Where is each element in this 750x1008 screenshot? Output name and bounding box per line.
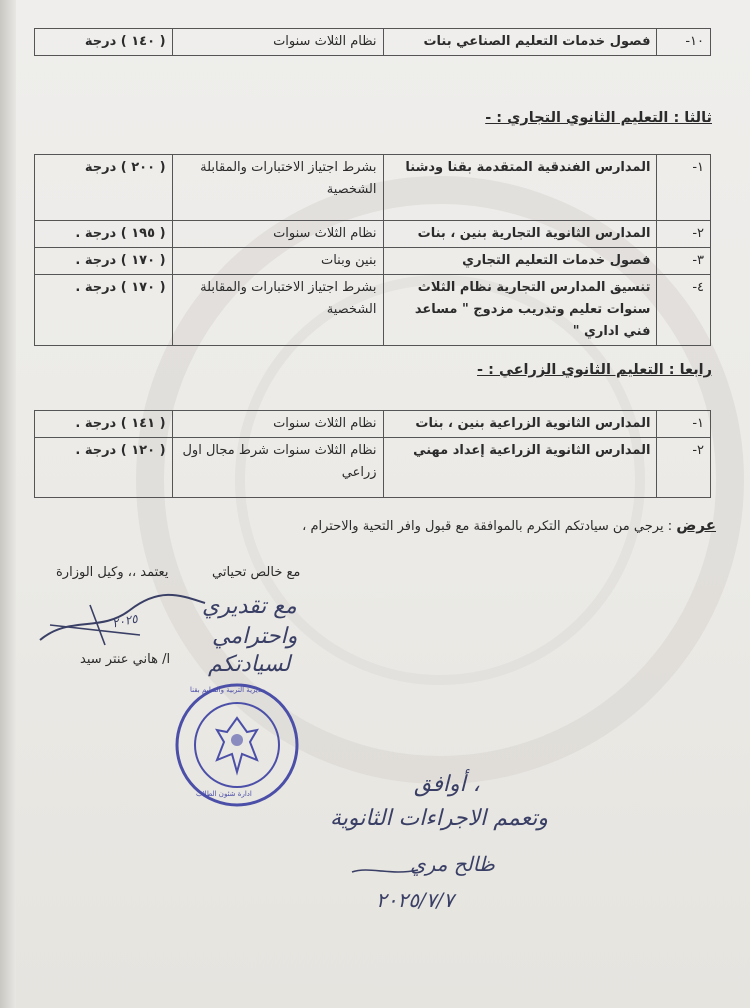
approve-note-2: وتعمم الاجراءات الثانوية (330, 806, 548, 831)
table-row (35, 155, 711, 221)
admission-condition: بشرط اجتياز الاختبارات والمقابلة الشخصية (172, 155, 383, 221)
ard-label: عرض (676, 516, 716, 534)
admission-condition: نظام الثلاث سنوات شرط مجال اول زراعي (172, 438, 383, 498)
school-name: المدارس الثانوية الزراعية بنين ، بنات (383, 411, 657, 438)
school-name: المدارس الفندقية المتقدمة بقنا ودشنا (383, 155, 657, 221)
request-text: : يرجي من سيادتكم التكرم بالموافقة مع قبول وافر التحية والاحترام ، (302, 519, 673, 534)
admission-condition: نظام الثلاث سنوات (172, 29, 383, 56)
signer-name: ا/ هاني عنتر سيد (80, 652, 171, 667)
industrial-table (34, 28, 711, 56)
handwritten-note-1: مع تقديري (202, 594, 297, 619)
section-title-agricultural: رابعا : التعليم الثانوي الزراعي : - (477, 362, 712, 378)
handwritten-sig-name: ظالح مري (410, 852, 495, 876)
minimum-grade: ( ١٤٠ ) درجة (35, 29, 173, 56)
admission-condition: بشرط اجتياز الاختبارات والمقابلة الشخصية (172, 275, 383, 346)
admission-condition: بنين وبنات (172, 248, 383, 275)
admission-condition: نظام الثلاث سنوات (172, 411, 383, 438)
section-title-commercial: ثالثا : التعليم الثانوي التجاري : - (485, 110, 712, 126)
minimum-grade: ( ١٤١ ) درجة . (35, 411, 173, 438)
row-number: ٢- (657, 221, 711, 248)
approval-text: يعتمد ،، وكيل الوزارة (56, 565, 169, 580)
school-name: المدارس الثانوية التجارية بنين ، بنات (383, 221, 657, 248)
table-row (35, 438, 711, 498)
signature-underline (350, 862, 420, 878)
school-name: فصول خدمات التعليم التجاري (383, 248, 657, 275)
handwritten-note-2: واحترامي (212, 624, 298, 649)
agricultural-table (34, 410, 711, 498)
regards-text: مع خالص تحياتي (212, 565, 301, 580)
signature-date-small: ٢٠٢٥ (110, 611, 139, 631)
row-number: ٣- (657, 248, 711, 275)
stamp-ring-text: مديرية التربية والتعليم بقنا (190, 686, 266, 694)
table-row (35, 29, 711, 56)
stamp-ring-text-bottom: ادارة شئون الطلاب (196, 790, 252, 798)
commercial-table (34, 154, 711, 346)
minimum-grade: ( ١٧٠ ) درجة . (35, 275, 173, 346)
handwritten-note-3: لسيادتكم (208, 652, 291, 677)
table-row (35, 275, 711, 346)
row-number: ١٠- (657, 29, 711, 56)
approve-note-1: أوافق ، (414, 772, 480, 797)
closing-request (302, 516, 716, 534)
minimum-grade: ( ٢٠٠ ) درجة (35, 155, 173, 221)
school-name: فصول خدمات التعليم الصناعي بنات (383, 29, 657, 56)
table-row (35, 411, 711, 438)
row-number: ٢- (657, 438, 711, 498)
school-name: المدارس الثانوية الزراعية إعداد مهني (383, 438, 657, 498)
minimum-grade: ( ١٢٠ ) درجة . (35, 438, 173, 498)
handwritten-date: ٢٠٢٥/٧/٧ (376, 888, 454, 912)
school-name: تنسيق المدارس التجارية نظام الثلاث سنوات تعليم وتدريب مزدوج " مساعد فني اداري " (383, 275, 657, 346)
page-edge-shadow (0, 0, 16, 1008)
table-row (35, 221, 711, 248)
row-number: ١- (657, 411, 711, 438)
table-row (35, 248, 711, 275)
row-number: ٤- (657, 275, 711, 346)
minimum-grade: ( ١٧٠ ) درجة . (35, 248, 173, 275)
row-number: ١- (657, 155, 711, 221)
minimum-grade: ( ١٩٥ ) درجة . (35, 221, 173, 248)
admission-condition: نظام الثلاث سنوات (172, 221, 383, 248)
